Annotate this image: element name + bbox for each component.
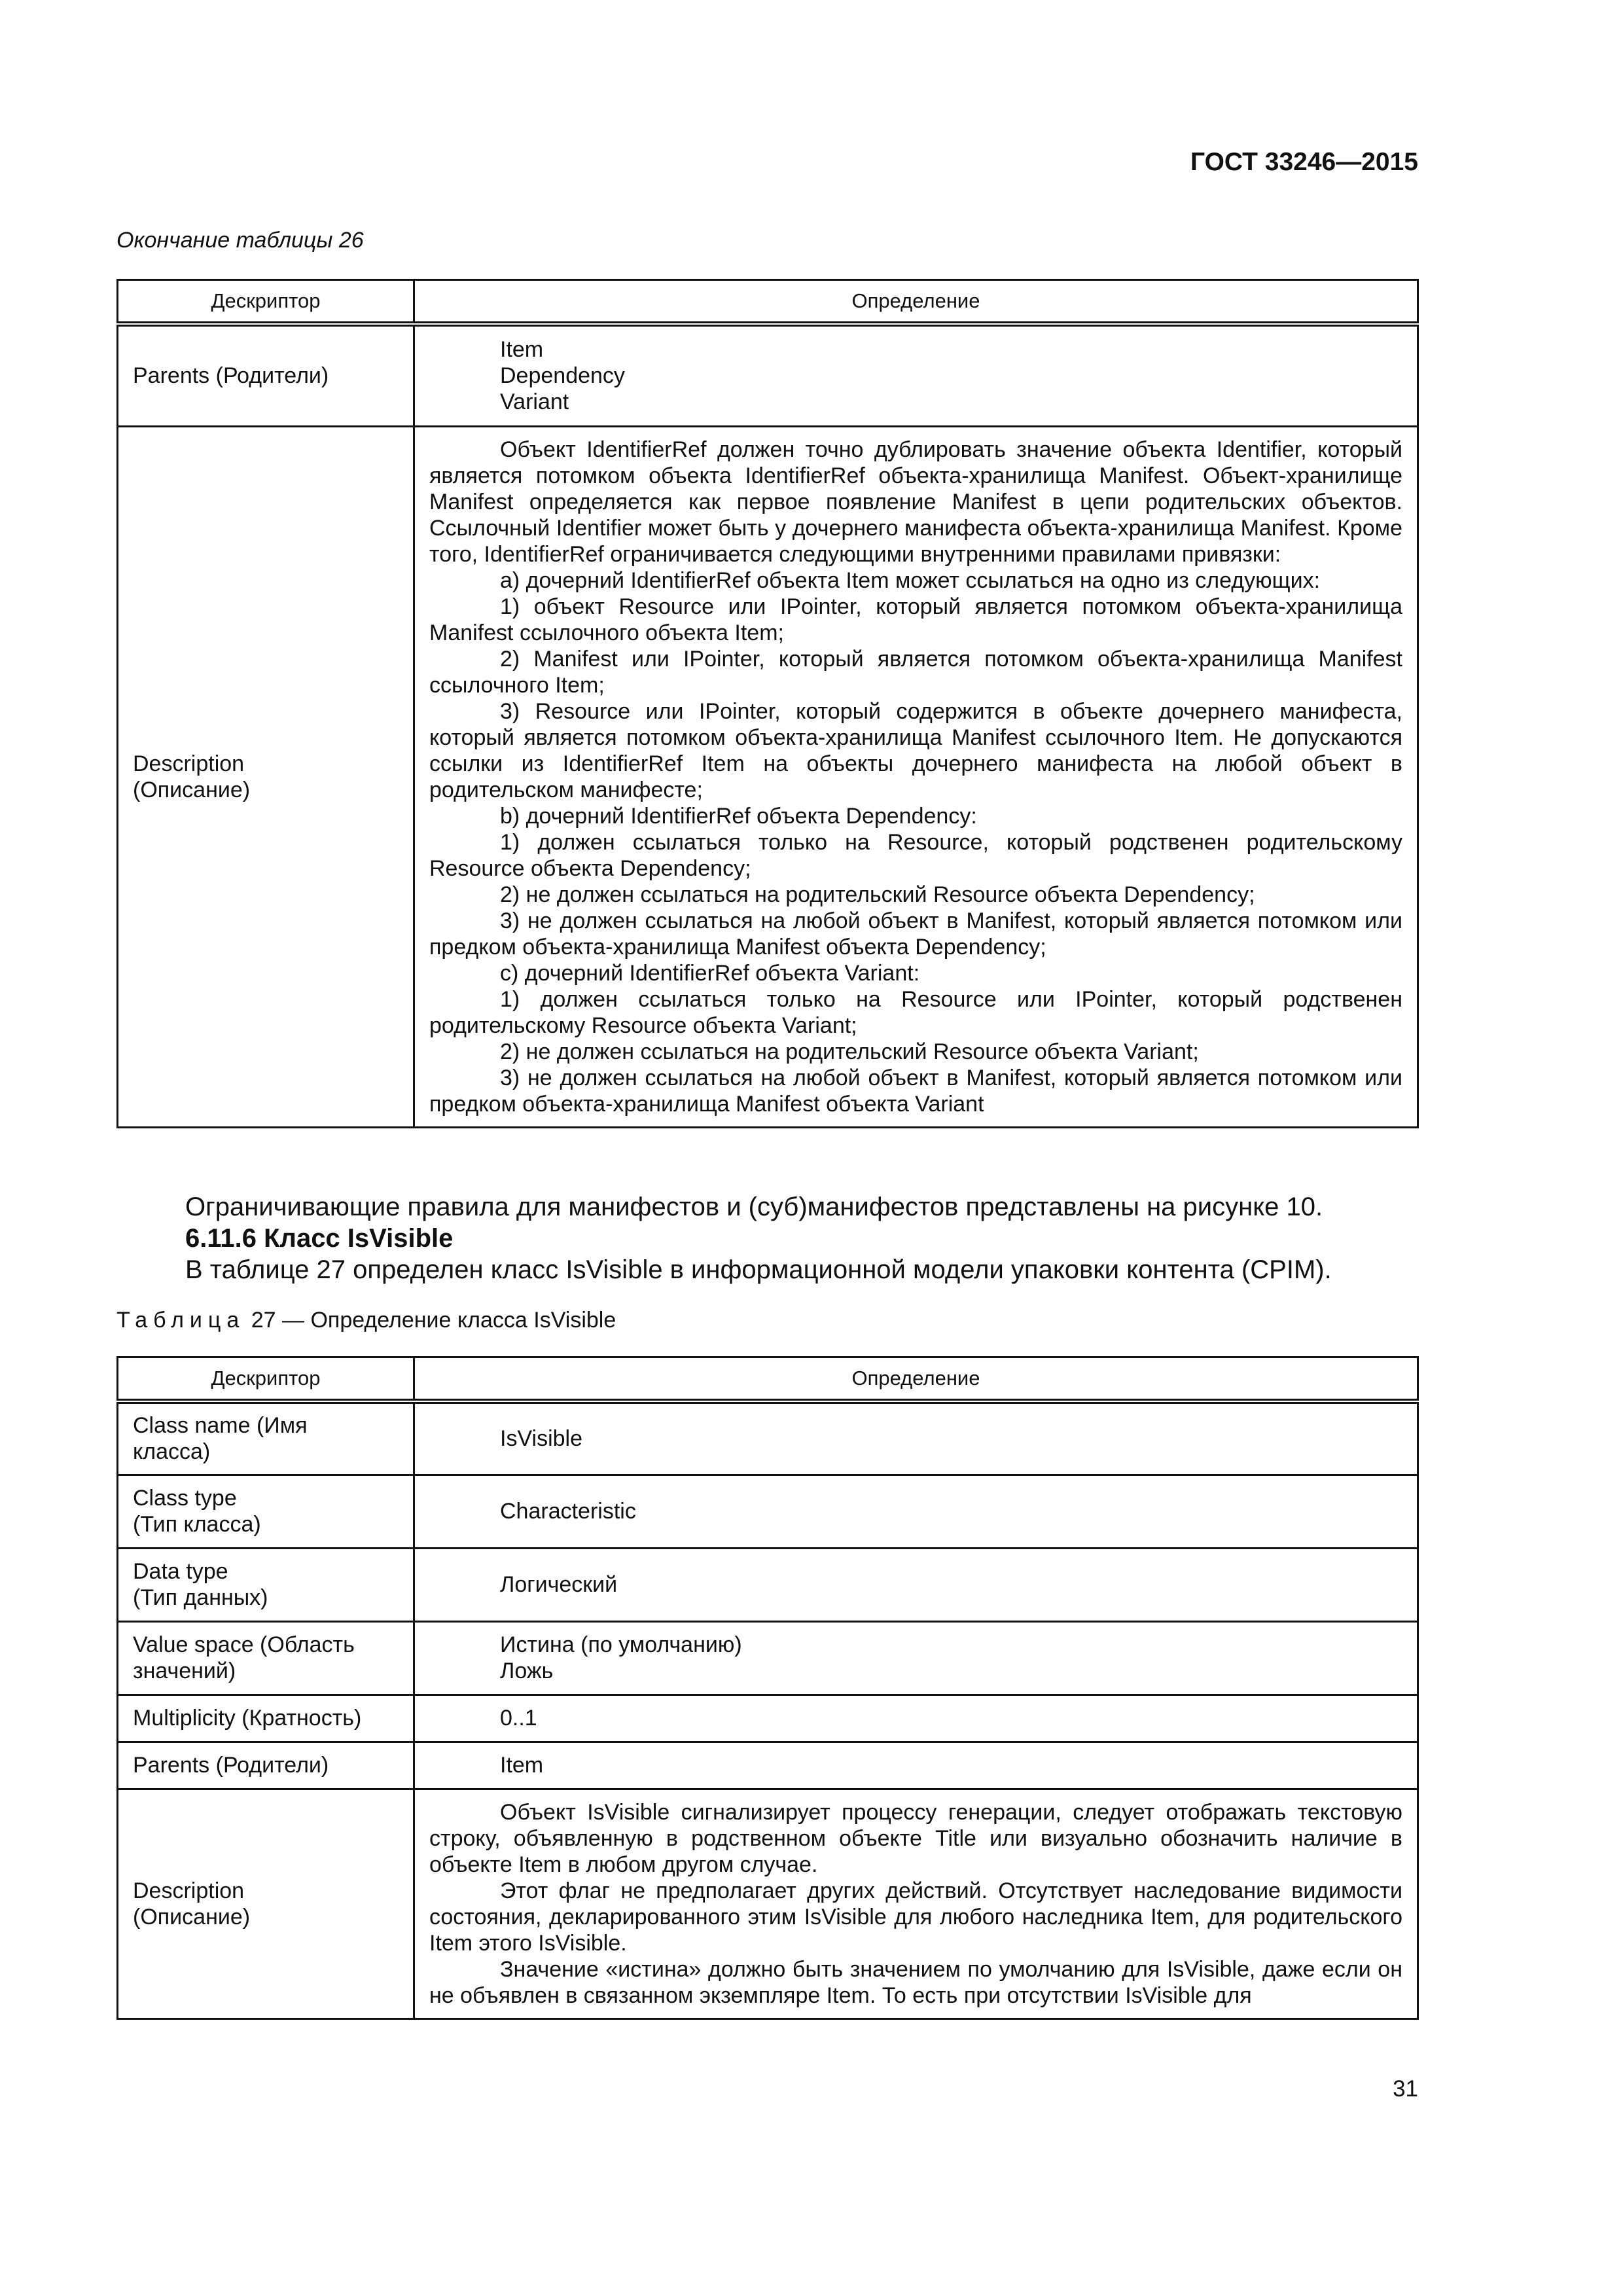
value-line: Variant <box>500 389 569 415</box>
descriptor-line: Description <box>133 751 245 776</box>
definition-cell: 0..1 <box>414 1695 1418 1742</box>
definition-cell: IsVisible <box>414 1401 1418 1475</box>
table-continuation-title: Окончание таблицы 26 <box>116 228 364 253</box>
descriptor-cell <box>118 1789 414 2018</box>
descriptor-line: (Тип данных) <box>133 1585 268 1610</box>
descriptor-line: (Описание) <box>133 777 251 802</box>
descriptor-line: Value space (Область <box>133 1632 355 1657</box>
descriptor-line: (Тип класса) <box>133 1512 261 1537</box>
table-row <box>118 1475 1418 1548</box>
descriptor-cell <box>118 1401 414 1475</box>
paragraph: 3) не должен ссылаться на любой объект в Manifest, который является потомком или предком объекта-хранилища Manifest объекта Dependency; <box>429 908 1402 960</box>
table-26 <box>116 279 1419 1128</box>
paragraph: 2) не должен ссылаться на родительский Resource объекта Dependency; <box>500 882 1255 907</box>
column-header-descriptor: Дескриптор <box>118 280 414 325</box>
descriptor-line: (Описание) <box>133 1904 251 1929</box>
value-line: Item <box>500 337 544 363</box>
paragraph: 1) должен ссылаться только на Resource или IPointer, который родственен родительскому Resource объекта Variant; <box>429 986 1402 1038</box>
section-heading: 6.11.6 Класс IsVisible <box>185 1224 454 1253</box>
descriptor-cell: Multiplicity (Кратность) <box>118 1695 414 1742</box>
table-row <box>118 1548 1418 1621</box>
paragraph: c) дочерний IdentifierRef объекта Variant: <box>500 960 920 986</box>
descriptor-cell: Parents (Родители) <box>118 1742 414 1789</box>
value-line: Ложь <box>500 1659 554 1683</box>
definition-cell: Characteristic <box>414 1475 1418 1548</box>
definition-cell: Item <box>414 1742 1418 1789</box>
column-header-descriptor: Дескриптор <box>118 1357 414 1402</box>
descriptor-cell <box>118 1548 414 1621</box>
table-row <box>118 1695 1418 1742</box>
page-number: 31 <box>1393 2076 1418 2102</box>
definition-cell: Логический <box>414 1548 1418 1621</box>
descriptor-cell: Parents (Родители) <box>118 324 414 426</box>
paragraph: 3) не должен ссылаться на любой объект в Manifest, который является потомком или предком объекта-хранилища Manifest объекта Variant <box>429 1065 1402 1117</box>
body-paragraph: Ограничивающие правила для манифестов и (суб)манифестов представлены на рисунке 10. <box>185 1193 1323 1221</box>
paragraph: 2) не должен ссылаться на родительский Resource объекта Variant; <box>500 1039 1199 1064</box>
caption-text: 27 — Определение класса IsVisible <box>251 1308 616 1333</box>
paragraph: b) дочерний IdentifierRef объекта Dependency: <box>500 803 977 829</box>
paragraph: Значение «истина» должно быть значением по умолчанию для IsVisible, даже если он не объявлен в связанном экземпляре Item. То есть при отсутствии IsVisible для <box>429 1956 1402 2008</box>
column-header-definition: Определение <box>414 1357 1418 1402</box>
table-row <box>118 324 1418 426</box>
definition-cell <box>414 324 1418 426</box>
descriptor-cell <box>118 1475 414 1548</box>
descriptor-line: класса) <box>133 1439 211 1465</box>
descriptor-line: Description <box>133 1878 245 1903</box>
descriptor-cell <box>118 426 414 1127</box>
descriptor-line: Class type <box>133 1486 237 1511</box>
table-row <box>118 1401 1418 1475</box>
definition-cell <box>414 1789 1418 2018</box>
table-header-row <box>118 280 1418 325</box>
table-27 <box>116 1356 1419 2020</box>
table-row <box>118 1789 1418 2018</box>
table-row <box>118 1742 1418 1789</box>
paragraph: 2) Manifest или IPointer, который является потомком объекта-хранилища Manifest ссылочного Item; <box>429 646 1402 698</box>
table-caption <box>116 1308 616 1333</box>
table-row <box>118 1621 1418 1695</box>
body-paragraph: В таблице 27 определен класс IsVisible в информационной модели упаковки контента (CPIM). <box>185 1255 1332 1284</box>
definition-cell <box>414 426 1418 1127</box>
value-line: Истина (по умолчанию) <box>500 1632 742 1657</box>
paragraph: Этот флаг не предполагает других действий. Отсутствует наследование видимости состояния, декларированного этим IsVisible для любого наследника Item, для родительского Item этого IsVisible. <box>429 1878 1402 1956</box>
table-row <box>118 426 1418 1127</box>
standard-code: ГОСТ 33246—2015 <box>1190 148 1418 176</box>
paragraph: Объект IdentifierRef должен точно дублировать значение объекта Identifier, который является потомком объекта IdentifierRef объекта-хранилища Manifest. Объект-хранилище Manifest определяется как первое появление Manifest в цепи родительских объектов. Ссылочный Identifier может быть у дочернего манифеста объекта-хранилища Manifest. Кроме того, IdentifierRef ограничивается следующими внутренними правилами привязки: <box>429 437 1402 567</box>
paragraph: a) дочерний IdentifierRef объекта Item может ссылаться на одно из следующих: <box>500 567 1321 593</box>
column-header-definition: Определение <box>414 280 1418 325</box>
paragraph: 1) должен ссылаться только на Resource, который родственен родительскому Resource объекта Dependency; <box>429 829 1402 881</box>
caption-prefix: Таблица <box>116 1308 245 1333</box>
descriptor-line: Class name (Имя <box>133 1413 308 1439</box>
descriptor-line: значений) <box>133 1659 236 1683</box>
value-line: Dependency <box>500 363 625 389</box>
paragraph: 1) объект Resource или IPointer, который является потомком объекта-хранилища Manifest ссылочного объекта Item; <box>429 594 1402 645</box>
descriptor-cell <box>118 1621 414 1695</box>
definition-cell <box>414 1621 1418 1695</box>
paragraph: Объект IsVisible сигнализирует процессу генерации, следует отображать текстовую строку, объявленную в родственном объекте Title или визуально обозначить наличие в объекте Item в любом другом случае. <box>429 1799 1402 1877</box>
table-header-row <box>118 1357 1418 1402</box>
descriptor-line: Data type <box>133 1559 228 1584</box>
paragraph: 3) Resource или IPointer, который содержится в объекте дочернего манифеста, который является потомком объекта-хранилища Manifest ссылочного Item. Не допускаются ссылки из IdentifierRef Item на объекты дочернего манифеста на любой объект в родительском манифесте; <box>429 698 1402 802</box>
